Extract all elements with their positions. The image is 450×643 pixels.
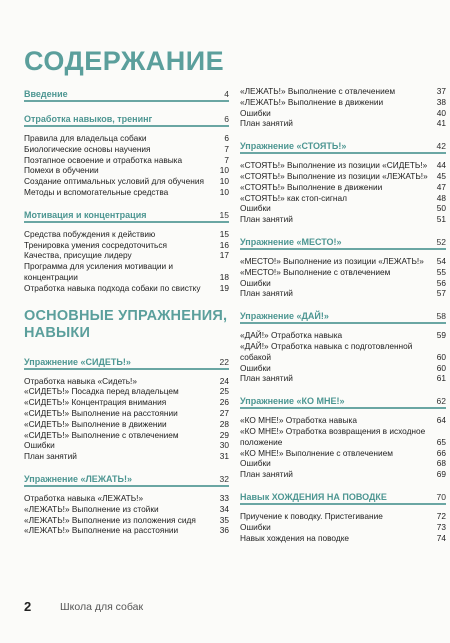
toc-entry[interactable] — [240, 363, 446, 374]
toc-entry[interactable] — [240, 171, 446, 182]
toc-entry-page: 74 — [436, 532, 446, 543]
toc-entry[interactable] — [240, 288, 446, 299]
toc-entry-title: Поэтапное освоение и отработка навыка — [24, 154, 183, 165]
toc-entry[interactable] — [24, 493, 229, 504]
section-page: 58 — [436, 311, 446, 322]
toc-entry-title: «ЛЕЖАТЬ!» Выполнение в движении — [240, 96, 384, 107]
toc-list — [240, 511, 446, 543]
toc-entry[interactable] — [240, 214, 446, 225]
section-place[interactable] — [240, 234, 446, 250]
toc-right-column — [240, 86, 446, 543]
toc-entry[interactable] — [240, 160, 446, 171]
toc-entry[interactable] — [240, 203, 446, 214]
toc-entry-page: 7 — [224, 154, 229, 165]
toc-entry-title: Отработка навыка подхода собаки по свистку — [24, 282, 201, 293]
toc-entry-title: «ДАЙ!» Отработка навыка — [240, 330, 343, 341]
section-give[interactable] — [240, 308, 446, 324]
toc-entry-title: «СИДЕТЬ!» Выполнение с отвлечением — [24, 429, 179, 440]
toc-entry-title: «КО МНЕ!» Отработка навыка — [240, 415, 357, 426]
toc-entry[interactable] — [24, 451, 229, 462]
toc-list — [240, 330, 446, 384]
toc-entry[interactable] — [24, 440, 229, 451]
toc-entry[interactable] — [24, 419, 229, 430]
toc-entry-title: Ошибки — [240, 277, 271, 288]
toc-entry-title: Ошибки — [240, 107, 271, 118]
section-title: Упражнение «СИДЕТЬ!» — [24, 356, 131, 367]
toc-entry-page: 45 — [436, 170, 446, 181]
toc-entry-page: 33 — [219, 492, 229, 503]
toc-entry[interactable] — [24, 397, 229, 408]
toc-entry-page: 38 — [436, 96, 446, 107]
toc-entry-title: План занятий — [240, 288, 293, 299]
toc-entry-title: Отработка навыка «Сидеть!» — [24, 375, 137, 386]
toc-entry[interactable] — [240, 511, 446, 522]
toc-entry-page: 37 — [436, 86, 446, 96]
toc-entry-page: 6 — [224, 133, 229, 143]
toc-list — [24, 133, 229, 198]
toc-entry[interactable] — [240, 182, 446, 193]
toc-entry[interactable] — [240, 193, 446, 204]
toc-entry-title: «ДАЙ!» Отработка навыка с подготовленной собакой — [240, 340, 413, 362]
page-title: СОДЕРЖАНИЕ — [24, 46, 225, 76]
toc-entry[interactable] — [240, 373, 446, 384]
toc-entry-page: 27 — [219, 407, 229, 418]
toc-list — [240, 160, 446, 225]
section-training[interactable] — [24, 111, 229, 127]
toc-entry-title: План занятий — [240, 373, 293, 384]
section-intro[interactable] — [24, 86, 229, 102]
toc-entry-page: 15 — [219, 228, 229, 239]
toc-entry-title: «КО МНЕ!» Отработка возвращения в исходное положение — [240, 425, 426, 447]
toc-entry-page: 54 — [436, 255, 446, 266]
toc-entry[interactable] — [24, 155, 229, 166]
toc-entry-title: Создание оптимальных условий для обучения — [24, 176, 204, 187]
toc-entry-title: «СИДЕТЬ!» Посадка перед владельцем — [24, 386, 179, 397]
toc-left-column — [24, 86, 229, 536]
toc-entry-page: 73 — [436, 521, 446, 532]
toc-entry[interactable] — [240, 256, 446, 267]
footer-page-number: 2 — [24, 599, 32, 614]
toc-entry-title: «ЛЕЖАТЬ!» Выполнение из стойки — [24, 503, 159, 514]
toc-entry-title: Ошибки — [240, 521, 271, 532]
toc-entry-title: «ЛЕЖАТЬ!» Выполнение на расстоянии — [24, 525, 179, 536]
toc-list — [24, 229, 229, 294]
toc-list — [240, 86, 446, 129]
toc-list — [24, 493, 229, 536]
toc-entry-title: Ошибки — [240, 458, 271, 469]
toc-entry-page: 72 — [436, 510, 446, 521]
toc-entry-title: Средства побуждения к действию — [24, 228, 156, 239]
footer-book-title: Школа для собак — [60, 601, 144, 613]
toc-entry-page: 36 — [219, 525, 229, 536]
section-title: Упражнение «ДАЙ!» — [240, 311, 329, 322]
section-page: 52 — [436, 236, 446, 247]
toc-entry-title: «СИДЕТЬ!» Концентрация внимания — [24, 397, 167, 408]
toc-entry[interactable] — [240, 278, 446, 289]
toc-entry-page: 41 — [436, 118, 446, 129]
toc-entry-title: Методы и вспомогательные средства — [24, 186, 169, 197]
toc-entry-page: 69 — [436, 469, 446, 480]
toc-list — [240, 415, 446, 480]
toc-entry-title: План занятий — [240, 214, 293, 225]
toc-entry-page: 44 — [436, 160, 446, 171]
toc-entry[interactable] — [24, 187, 229, 198]
toc-entry[interactable] — [240, 522, 446, 533]
toc-entry-page: 61 — [436, 373, 446, 384]
toc-entry-page: 60 — [436, 362, 446, 373]
toc-entry-page: 59 — [436, 330, 446, 341]
toc-entry[interactable] — [240, 86, 446, 97]
toc-entry-page: 29 — [219, 429, 229, 440]
toc-entry-page: 24 — [219, 375, 229, 386]
toc-entry-page: 28 — [219, 418, 229, 429]
section-title: Введение — [24, 89, 68, 99]
section-title: Упражнение «ЛЕЖАТЬ!» — [24, 473, 132, 484]
toc-entry-title: План занятий — [240, 118, 293, 129]
section-title: Навык ХОЖДЕНИЯ НА ПОВОДКЕ — [240, 491, 387, 502]
section-page: 22 — [219, 356, 229, 367]
toc-entry-page: 55 — [436, 266, 446, 277]
toc-entry-page: 17 — [219, 250, 229, 261]
toc-entry[interactable] — [24, 176, 229, 187]
toc-entry[interactable] — [24, 515, 229, 526]
section-stand[interactable] — [240, 138, 446, 154]
toc-entry-page: 10 — [219, 165, 229, 176]
toc-entry-page: 16 — [219, 239, 229, 250]
part-title: ОСНОВНЫЕ УПРАЖНЕНИЯ, НАВЫКИ — [24, 307, 228, 341]
section-title: Упражнение «СТОЯТЬ!» — [240, 141, 347, 152]
section-motivation[interactable] — [24, 207, 229, 223]
section-page: 6 — [224, 114, 229, 124]
toc-entry-page: 60 — [436, 351, 446, 362]
toc-entry-title: «СТОЯТЬ!» как стоп-сигнал — [240, 192, 347, 203]
toc-entry-title: Тренировка умения сосредоточиться — [24, 239, 167, 250]
toc-entry[interactable] — [24, 283, 229, 294]
toc-entry-title: Приучение к поводку. Пристегивание — [240, 510, 383, 521]
toc-entry[interactable] — [24, 250, 229, 261]
toc-entry-page: 65 — [436, 436, 446, 447]
toc-entry-title: План занятий — [240, 469, 293, 480]
toc-entry[interactable] — [240, 341, 446, 363]
toc-entry-title: «ЛЕЖАТЬ!» Выполнение из положения сидя — [24, 514, 196, 525]
toc-entry[interactable] — [24, 504, 229, 515]
toc-entry-page: 51 — [436, 214, 446, 225]
section-leash[interactable] — [240, 489, 446, 505]
toc-entry-page: 19 — [219, 282, 229, 293]
section-page: 70 — [436, 491, 446, 502]
toc-entry-page: 57 — [436, 288, 446, 299]
toc-entry-title: Отработка навыка «ЛЕЖАТЬ!» — [24, 492, 144, 503]
toc-entry[interactable] — [240, 426, 446, 448]
toc-entry[interactable] — [240, 458, 446, 469]
toc-entry[interactable] — [240, 533, 446, 544]
toc-entry-page: 31 — [219, 451, 229, 462]
toc-entry[interactable] — [240, 267, 446, 278]
toc-entry[interactable] — [240, 415, 446, 426]
toc-entry[interactable] — [24, 261, 229, 283]
toc-entry-page: 48 — [436, 192, 446, 203]
toc-entry-page: 68 — [436, 458, 446, 469]
section-come[interactable] — [240, 393, 446, 409]
toc-entry-title: «СИДЕТЬ!» Выполнение на расстоянии — [24, 407, 178, 418]
toc-entry[interactable] — [24, 240, 229, 251]
toc-entry[interactable] — [24, 133, 229, 144]
toc-entry[interactable] — [240, 97, 446, 108]
toc-entry-page: 26 — [219, 397, 229, 408]
toc-entry-title: «СТОЯТЬ!» Выполнение из позиции «ЛЕЖАТЬ!» — [240, 170, 428, 181]
toc-entry-page: 35 — [219, 514, 229, 525]
toc-entry-page: 18 — [219, 271, 229, 282]
section-page: 4 — [224, 89, 229, 99]
toc-entry-title: Помехи в обучении — [24, 165, 99, 176]
toc-entry-page: 47 — [436, 181, 446, 192]
toc-entry[interactable] — [24, 408, 229, 419]
toc-entry[interactable] — [24, 386, 229, 397]
toc-entry-page: 7 — [224, 143, 229, 154]
toc-entry[interactable] — [24, 525, 229, 536]
toc-entry-title: «ЛЕЖАТЬ!» Выполнение с отвлечением — [240, 86, 396, 96]
toc-entry[interactable] — [240, 118, 446, 129]
toc-entry[interactable] — [24, 376, 229, 387]
toc-entry-title: Качества, присущие лидеру — [24, 250, 132, 261]
toc-entry[interactable] — [24, 229, 229, 240]
toc-entry-page: 50 — [436, 203, 446, 214]
toc-entry-title: Биологические основы научения — [24, 143, 151, 154]
toc-entry[interactable] — [24, 165, 229, 176]
toc-entry-title: Ошибки — [24, 440, 55, 451]
toc-entry[interactable] — [24, 144, 229, 155]
toc-entry-title: «СИДЕТЬ!» Выполнение в движении — [24, 418, 167, 429]
toc-entry-title: «СТОЯТЬ!» Выполнение из позиции «СИДЕТЬ!» — [240, 160, 428, 171]
toc-entry-title: Ошибки — [240, 362, 271, 373]
section-page: 15 — [219, 209, 229, 220]
toc-entry-title: Навык хождения на поводке — [240, 532, 350, 543]
toc-entry-title: «КО МНЕ!» Выполнение с отвлечением — [240, 447, 393, 458]
toc-entry[interactable] — [240, 108, 446, 119]
toc-entry-page: 64 — [436, 415, 446, 426]
toc-entry-title: «МЕСТО!» Выполнение из позиции «ЛЕЖАТЬ!» — [240, 255, 424, 266]
toc-entry-title: Правила для владельца собаки — [24, 133, 147, 143]
toc-entry-page: 25 — [219, 386, 229, 397]
toc-entry-title: Ошибки — [240, 203, 271, 214]
toc-entry-title: План занятий — [24, 451, 77, 462]
toc-entry[interactable] — [240, 469, 446, 480]
toc-entry-title: «СТОЯТЬ!» Выполнение в движении — [240, 181, 383, 192]
toc-entry[interactable] — [240, 330, 446, 341]
toc-entry-page: 56 — [436, 277, 446, 288]
section-title: Упражнение «КО МНЕ!» — [240, 396, 345, 407]
section-title: Мотивация и концентрация — [24, 209, 147, 220]
section-page: 32 — [219, 473, 229, 484]
toc-list — [24, 376, 229, 462]
toc-entry-page: 10 — [219, 186, 229, 197]
toc-entry-page: 34 — [219, 503, 229, 514]
section-title: Упражнение «МЕСТО!» — [240, 236, 342, 247]
section-page: 62 — [436, 396, 446, 407]
toc-entry-title: «МЕСТО!» Выполнение с отвлечением — [240, 266, 391, 277]
toc-entry-page: 10 — [219, 176, 229, 187]
toc-entry-page: 30 — [219, 440, 229, 451]
toc-entry-title: Программа для усиления мотивации и концентрации — [24, 261, 174, 282]
section-page: 42 — [436, 141, 446, 152]
toc-entry[interactable] — [24, 430, 229, 441]
toc-entry[interactable] — [240, 448, 446, 459]
section-sit[interactable] — [24, 354, 229, 370]
section-lie[interactable] — [24, 471, 229, 487]
toc-entry-page: 40 — [436, 107, 446, 118]
toc-list — [240, 256, 446, 299]
section-title: Отработка навыков, тренинг — [24, 114, 153, 124]
toc-entry-page: 66 — [436, 447, 446, 458]
